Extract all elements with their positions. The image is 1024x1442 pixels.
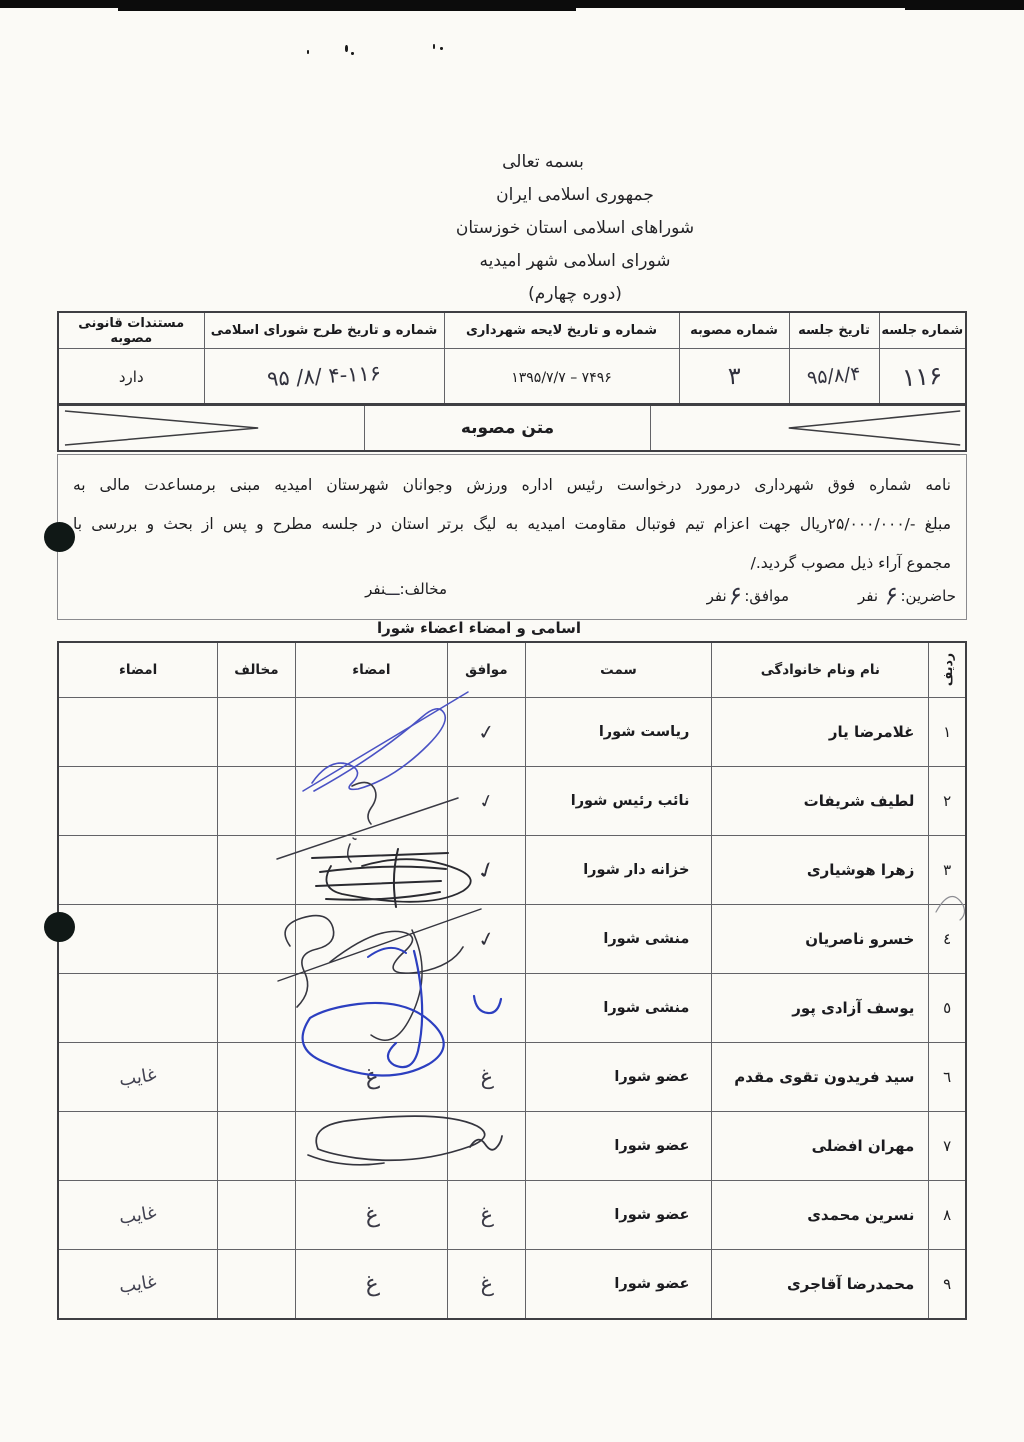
absent-signature-cell xyxy=(58,1181,218,1250)
present-count: حاضرین: ۶ نفر xyxy=(857,581,956,611)
member-row xyxy=(58,836,966,905)
agree-mark-cell xyxy=(448,1181,525,1250)
banner-right-cell xyxy=(650,405,966,451)
absent-signature-cell xyxy=(58,1112,218,1181)
oppose-cell xyxy=(218,767,295,836)
oppose-cell xyxy=(218,905,295,974)
row-number-cell: ۲ xyxy=(929,767,966,836)
member-name-cell: لطیف شریفات xyxy=(712,767,929,836)
country-line: جمهوری اسلامی ایران xyxy=(496,185,654,205)
banner-title: متن مصوبه xyxy=(365,405,651,451)
absent-gh-mark: غ xyxy=(478,1270,495,1298)
row-number-cell: ۹ xyxy=(929,1250,966,1320)
member-row xyxy=(58,974,966,1043)
agree-mark-cell xyxy=(448,905,525,974)
signature-cell xyxy=(295,1043,448,1112)
member-role-cell: خزانه دار شورا xyxy=(525,836,712,905)
ink-speck xyxy=(351,52,354,55)
member-role-cell: منشی شورا xyxy=(525,905,712,974)
col-position: سمت xyxy=(525,642,712,698)
row-number-cell: ٥ xyxy=(929,974,966,1043)
absent-signature-cell xyxy=(58,767,218,836)
document-header xyxy=(360,146,790,311)
row-number-cell: ٤ xyxy=(929,905,966,974)
row-number-cell: ۱ xyxy=(929,698,966,767)
city-council-line: شورای اسلامی شهر امیدیه xyxy=(479,251,671,271)
col-session-date: تاریخ جلسه xyxy=(789,312,879,349)
agree-mark-cell xyxy=(448,974,525,1043)
members-table-title: اسامی و امضاء اعضاء شورا xyxy=(376,619,582,637)
resolution-line: مجموع آراء ذیل مصوب گردید./ xyxy=(750,554,951,572)
signature-cell xyxy=(295,836,448,905)
agree-mark-cell xyxy=(448,767,525,836)
basmala-line: بسمه تعالی xyxy=(502,152,584,172)
oppose-cell xyxy=(218,1112,295,1181)
session-date-cell xyxy=(789,349,879,405)
member-role-cell: عضو شورا xyxy=(525,1250,712,1320)
absent-gh-mark: غ xyxy=(362,1201,381,1229)
check-mark: ✓ xyxy=(476,718,497,746)
absent-gh-mark: غ xyxy=(362,1270,381,1298)
members-table xyxy=(57,641,967,1320)
resolution-text-box xyxy=(57,454,967,620)
member-name-cell: غلامرضا یار xyxy=(712,698,929,767)
vote-stats-row xyxy=(58,579,966,613)
plan-no-date-cell xyxy=(204,349,444,405)
col-legal-docs: مستندات قانونی مصوبه xyxy=(58,312,204,349)
absent-note-handwritten: غایب xyxy=(117,1063,159,1091)
absent-note-handwritten: غایب xyxy=(117,1201,159,1229)
agree-mark-cell xyxy=(448,1043,525,1112)
col-bill: شماره و تاریخ لایحه شهرداری xyxy=(444,312,679,349)
row-number-cell: ۷ xyxy=(929,1112,966,1181)
members-table-body xyxy=(58,698,966,1320)
oppose-cell xyxy=(218,974,295,1043)
check-mark: ✓ xyxy=(476,788,497,814)
legal-docs-cell xyxy=(58,349,204,405)
member-row xyxy=(58,1112,966,1181)
absent-signature-cell xyxy=(58,1043,218,1112)
plan-no-date-handwritten: ۹۵ /۸/ ۴-۱۱۶ xyxy=(266,361,382,391)
member-role-cell: ریاست شورا xyxy=(525,698,712,767)
signature-cell xyxy=(295,767,448,836)
member-name-cell: یوسف آزادی پور xyxy=(712,974,929,1043)
absent-signature-cell xyxy=(58,836,218,905)
banner-left-cell xyxy=(58,405,365,451)
hole-punch xyxy=(44,522,75,552)
col-oppose: مخالف xyxy=(218,642,295,698)
row-number-cell: ۸ xyxy=(929,1181,966,1250)
legal-docs-value: دارد xyxy=(118,367,144,386)
resolution-no-handwritten: ۳ xyxy=(727,361,741,391)
oppose-cell xyxy=(218,1043,295,1112)
ink-speck xyxy=(440,47,443,50)
col-resolution-no: شماره مصوبه xyxy=(679,312,789,349)
ink-speck xyxy=(345,45,348,52)
info-table-value-row xyxy=(58,349,966,405)
resolution-line: نامه شماره فوق شهرداری درمورد درخواست رئیس اداره ورزش وجوانان شهرستان امیدیه مبنی برمساعدت مالی به xyxy=(73,476,951,494)
member-row xyxy=(58,905,966,974)
signature-cell xyxy=(295,1181,448,1250)
row-number-cell: ۳ xyxy=(929,836,966,905)
member-role-cell: عضو شورا xyxy=(525,1043,712,1112)
signature-cell xyxy=(295,698,448,767)
member-name-cell: سید فریدون تقوی مقدم xyxy=(712,1043,929,1112)
oppose-cell xyxy=(218,1250,295,1320)
oppose-cell xyxy=(218,836,295,905)
chevron-right-icon xyxy=(60,408,363,448)
member-role-cell: منشی شورا xyxy=(525,974,712,1043)
session-date-handwritten: ۹۵/۸/۴ xyxy=(806,362,862,390)
agree-count: موافق: ۶نفر xyxy=(706,581,789,611)
scan-edge-artifact xyxy=(905,8,1024,10)
check-mark: ✓ xyxy=(475,925,498,953)
absent-note-handwritten: غایب xyxy=(117,1270,159,1298)
signature-cell xyxy=(295,974,448,1043)
absent-gh-mark: غ xyxy=(362,1063,381,1091)
signature-cell xyxy=(295,1112,448,1181)
oppose-value-handwritten: ـــ xyxy=(385,580,400,599)
members-table-header-row xyxy=(58,642,966,698)
ink-speck xyxy=(433,44,435,49)
member-name-cell: خسرو ناصریان xyxy=(712,905,929,974)
row-number-cell: ٦ xyxy=(929,1043,966,1112)
col-signature-2: امضاء xyxy=(58,642,218,698)
oppose-cell xyxy=(218,698,295,767)
agree-mark-cell xyxy=(448,836,525,905)
scan-edge-artifact xyxy=(0,0,1024,8)
col-full-name: نام ونام خانوادگی xyxy=(712,642,929,698)
agree-mark-cell xyxy=(448,1112,525,1181)
resolution-no-cell xyxy=(679,349,789,405)
present-value-handwritten: ۶ xyxy=(880,581,898,611)
resolution-info-table xyxy=(57,311,967,405)
bill-no-date-cell xyxy=(444,349,679,405)
agree-curve-mark xyxy=(469,993,503,1019)
term-line: (دوره چهارم) xyxy=(528,284,622,304)
chevron-left-icon xyxy=(652,408,964,448)
absent-signature-cell xyxy=(58,698,218,767)
session-no-handwritten: ۱۱۶ xyxy=(901,360,944,392)
absent-gh-mark: غ xyxy=(478,1063,495,1091)
absent-signature-cell xyxy=(58,905,218,974)
absent-signature-cell xyxy=(58,974,218,1043)
member-row xyxy=(58,1043,966,1112)
agree-tilde-mark xyxy=(467,1132,505,1156)
signature-cell xyxy=(295,1250,448,1320)
bill-no-date-value: ۱۳۹۵/۷/۷ – ۷۴۹۶ xyxy=(511,369,612,386)
col-session-no: شماره جلسه xyxy=(879,312,966,349)
member-row xyxy=(58,1250,966,1320)
scan-edge-artifact xyxy=(118,8,576,11)
member-role-cell: عضو شورا xyxy=(525,1181,712,1250)
absent-gh-mark: غ xyxy=(478,1201,495,1229)
hole-punch xyxy=(44,912,75,942)
member-row xyxy=(58,1181,966,1250)
member-name-cell: محمدرضا آقاجری xyxy=(712,1250,929,1320)
province-councils-line: شوراهای اسلامی استان خوزستان xyxy=(455,218,695,238)
col-row-number: ردیف xyxy=(929,642,966,698)
member-role-cell: عضو شورا xyxy=(525,1112,712,1181)
col-signature: امضاء xyxy=(295,642,448,698)
resolution-banner xyxy=(57,404,967,452)
member-row xyxy=(58,698,966,767)
absent-signature-cell xyxy=(58,1250,218,1320)
session-no-cell xyxy=(879,349,966,405)
check-mark: ✓ xyxy=(471,854,502,886)
member-name-cell: مهران افضلی xyxy=(712,1112,929,1181)
resolution-line: مبلغ -/۲۵/۰۰۰/۰۰۰ریال جهت اعزام تیم فوتبال مقاومت امیدیه به لیگ برتر استان در جلسه مطرح و پس از بحث و بررسی با xyxy=(73,515,952,533)
member-role-cell: نائب رئیس شورا xyxy=(525,767,712,836)
member-name-cell: نسرین محمدی xyxy=(712,1181,929,1250)
agree-mark-cell xyxy=(448,698,525,767)
col-plan: شماره و تاریخ طرح شورای اسلامی xyxy=(204,312,444,349)
agree-mark-cell xyxy=(448,1250,525,1320)
info-table-header-row xyxy=(58,312,966,349)
member-name-cell: زهرا هوشیاری xyxy=(712,836,929,905)
oppose-count: مخالف:ـــنفر xyxy=(365,580,447,599)
agree-value-handwritten: ۶ xyxy=(724,581,742,611)
ink-speck xyxy=(307,50,309,54)
signature-cell xyxy=(295,905,448,974)
member-row xyxy=(58,767,966,836)
oppose-cell xyxy=(218,1181,295,1250)
col-agree: موافق xyxy=(448,642,525,698)
